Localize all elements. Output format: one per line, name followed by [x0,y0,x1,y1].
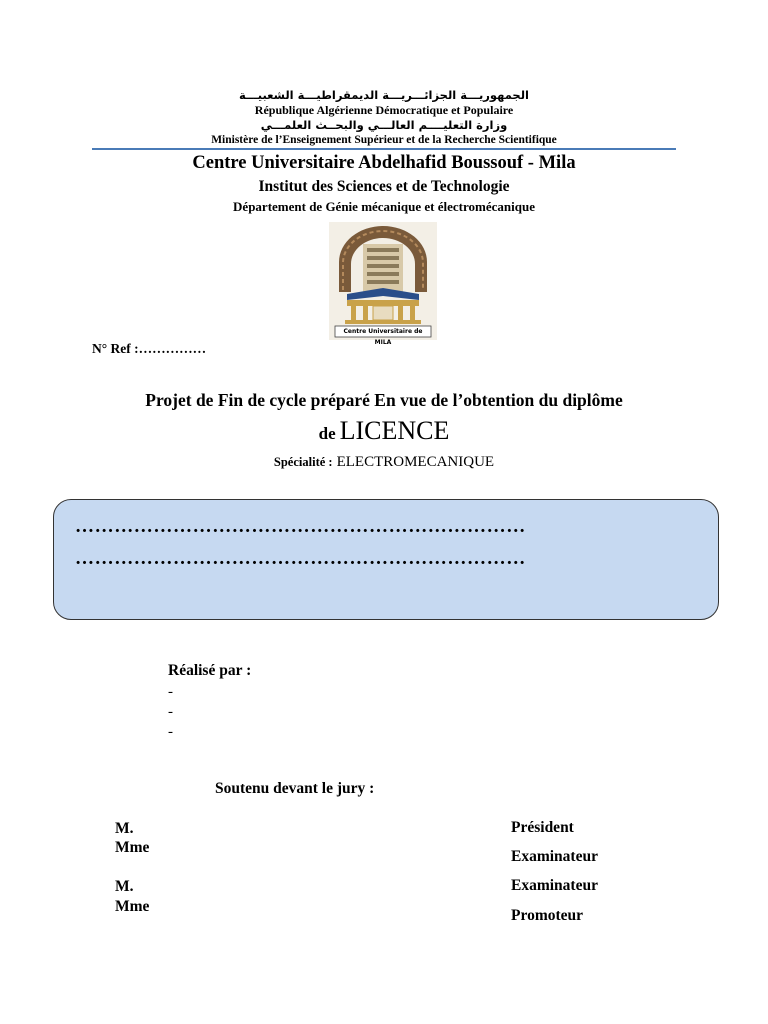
specialty-value: ELECTROMECANIQUE [336,454,495,470]
jury-member-title: Mme [115,839,150,856]
header-divider [92,148,676,150]
ministry-line: Ministère de l’Enseignement Supérieur et de la Recherche Scientifique [211,134,557,146]
project-heading: Projet de Fin de cycle préparé En vue de l’obtention du diplôme [145,390,623,410]
specialty-label: Spécialité : [273,455,333,469]
author-item: - [168,724,173,740]
department-name: Département de Génie mécanique et électromécanique [233,199,535,214]
jury-member-title: M. [115,878,134,895]
jury-member-title: M. [115,820,134,837]
authors-label: Réalisé par : [168,662,252,679]
jury-member-role: Examinateur [511,877,598,894]
jury-member-role: Promoteur [511,907,584,924]
diploma-name: LICENCE [339,416,450,445]
jury-member-role: Président [511,819,574,836]
arabic-republic-line: الجمهوريـــة الجزائـــريـــة الديمقراطيـــة الشعبيـــة [239,88,529,102]
diploma-line [0,416,768,446]
centre-name: Centre Universitaire Abdelhafid Boussouf - Mila [192,153,576,173]
jury-member-role: Examinateur [511,848,598,865]
diploma-prefix: de [318,424,336,443]
university-logo [329,222,437,346]
author-item: - [168,684,173,700]
thesis-title-line-1: …………………………………………………………… [75,516,526,537]
jury-label: Soutenu devant le jury : [215,780,375,797]
jury-member-title: Mme [115,898,150,915]
arabic-ministry-line: وزارة التعليــــم العالـــي والبحــث العلمـــي [260,118,508,132]
reference-number: N° Ref :…………… [92,341,207,356]
author-item: - [168,704,173,720]
specialty-line [0,453,768,471]
institute-name: Institut des Sciences et de Technologie [258,178,510,195]
logo-caption: Centre Universitaire de MILA [343,328,423,346]
thesis-title-line-2: …………………………………………………………… [75,548,526,569]
republic-line: République Algérienne Démocratique et Populaire [254,103,514,117]
